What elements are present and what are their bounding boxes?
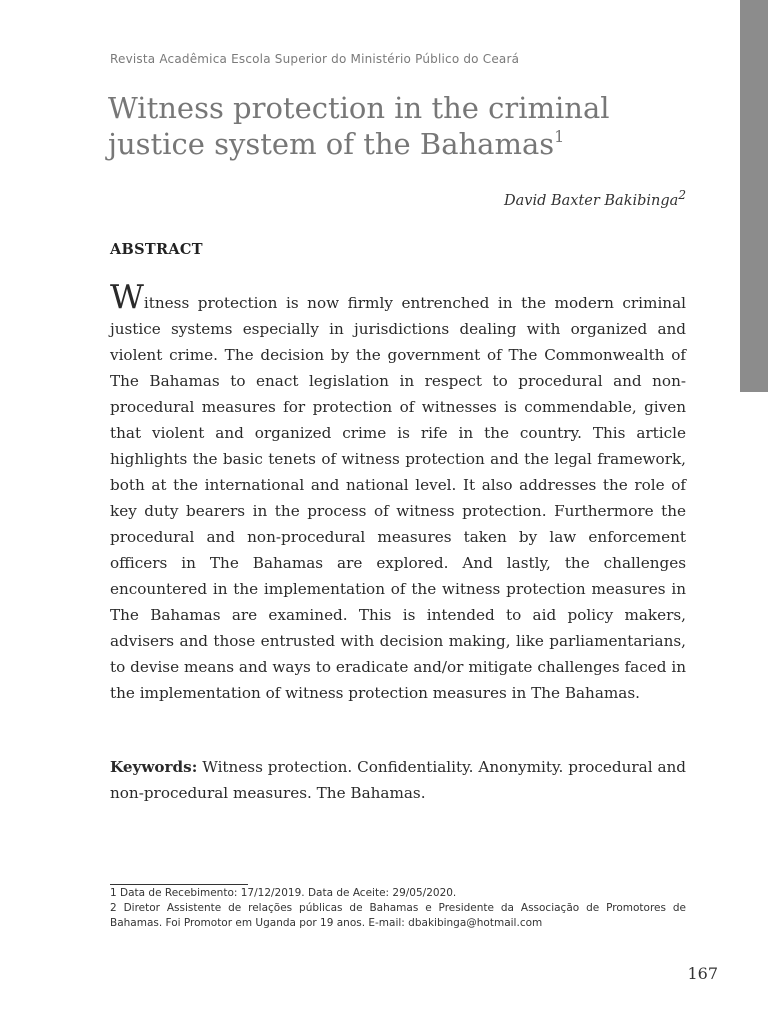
section-edge-tab (740, 0, 768, 392)
title-footnote-ref[interactable]: 1 (554, 127, 565, 146)
footnote-2: 2 Diretor Assistente de relações públicas de Bahamas e Presidente da Associação de Promotores de Bahamas. Foi Promotor em Uganda por 19 anos. E-mail: dbakibinga@hotmail.com (110, 902, 686, 929)
article-title (108, 90, 698, 162)
abstract-heading: ABSTRACT (110, 241, 203, 258)
keywords (110, 754, 686, 806)
article-title-text: Witness protection in the criminal justice system of the Bahamas (108, 91, 610, 161)
author-name-text: David Baxter Bakibinga (503, 192, 679, 209)
author-footnote-ref[interactable]: 2 (678, 188, 686, 202)
page-number: 167 (687, 964, 718, 983)
abstract-dropcap: W (110, 277, 144, 316)
keywords-text: Witness protection. Confidentiality. Anonymity. procedural and non-procedural measures. The Bahamas. (110, 758, 687, 802)
footnote-divider (110, 884, 248, 885)
running-head: Revista Acadêmica Escola Superior do Ministério Público do Ceará (110, 52, 520, 66)
abstract-text: itness protection is now firmly entrenched in the modern criminal justice systems especially in jurisdictions dealing with organized and violent crime. The decision by the government of The Commonwealth of The Bahamas to enact legislation in respect to procedural and non-procedural measures for protection of witnesses is commendable, given that violent and organized crime is rife in the country. This article highlights the basic tenets of witness protection and the legal framework, both at the international and national level. It also addresses the role of key duty bearers in the process of witness protection. Furthermore the procedural and non-procedural measures taken by law enforcement officers in The Bahamas are explored. And lastly, the challenges encountered in the implementation of the witness protection measures in The Bahamas are examined. This is intended to aid policy makers, advisers and those entrusted with decision making, like parliamentarians, to devise means and ways to eradicate and/or mitigate challenges faced in the implementation of witness protection measures in The Bahamas. (110, 294, 686, 702)
abstract-body (110, 277, 686, 706)
footnote-1: 1 Data de Recebimento: 17/12/2019. Data de Aceite: 29/05/2020. (110, 887, 457, 899)
footnotes (110, 886, 686, 931)
keywords-label: Keywords: (110, 758, 198, 776)
author-name (504, 188, 686, 209)
